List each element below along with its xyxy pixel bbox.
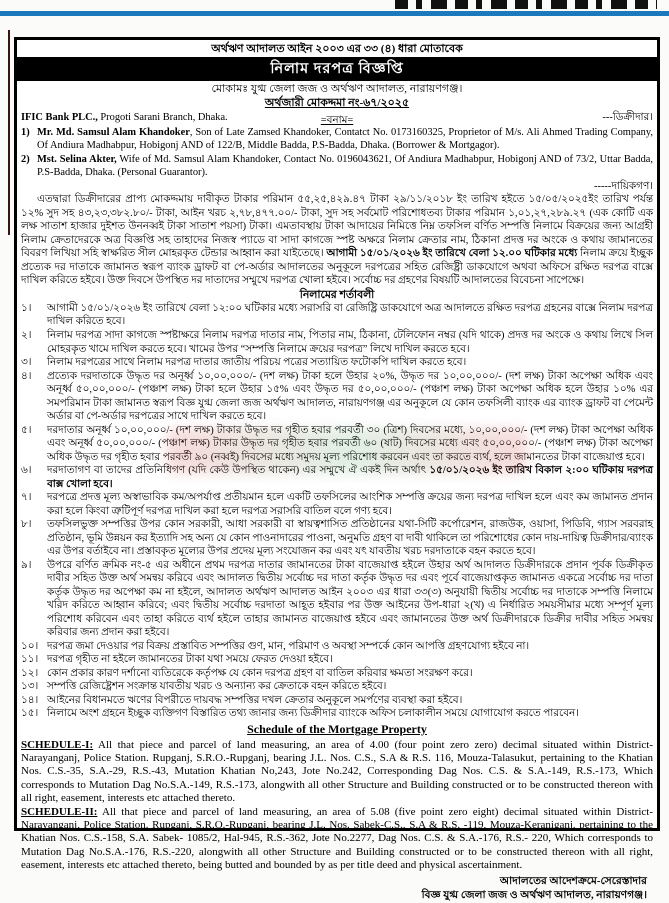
term-text: দরপত্র জমা দেওয়ার পর বিক্রয় প্রস্তাবিত সম্পত্তির গুণ, মান, পরিমাণ ও অবস্থা সম্পর্কে কোন আপত্তি গ্রহণযোগ্য হইবে না। xyxy=(47,640,530,652)
term-row-13 xyxy=(21,680,653,694)
schedule-heading: Schedule of the Mortgage Property xyxy=(247,721,427,736)
adjacent-column-edge xyxy=(8,30,10,235)
decree-holder-label: ---ডিক্রীদার। xyxy=(602,111,653,123)
term-number: ১৩। xyxy=(21,681,39,693)
bank-name: IFIC Bank PLC., xyxy=(21,111,98,123)
plaintiff-row xyxy=(17,111,657,126)
term-text: সম্পত্তি রেজিষ্ট্রেশন সংক্রান্ত যাবতীয় খরচ ও অন্যান্য কর ক্রেতাকে বহন করিতে হইবে। xyxy=(47,681,387,693)
term-row-4 xyxy=(21,370,653,424)
term-row-7 xyxy=(21,491,653,518)
term-number: ১। xyxy=(21,302,32,314)
term-number: ২। xyxy=(21,329,32,341)
term-row-2 xyxy=(21,329,653,356)
term-text: উপরে বর্ণিত ক্রমিক নং-৫ এর অধীনে প্রথম দরপত্র দাতার জামানতের টাকা বাজেয়াপ্ত হইলে উহার অর্থ আদালত ডিক্রীদারকে প্রদান পূর্বক ডিক্রীকৃত দাবীর সহিত উক্ত অর্থ সমন্বয় করিবে এবং আদালত দ্বিতীয় সর্বোচ্চ দর দাতা কর্তৃক উদ্ধৃত দর এবং পূর্বে বাজেয়াপ্তকৃত জামানত একত্রে সর্বোচ্চ দর দাতা কর্তৃক উদ্ধৃত দর অপেক্ষা কম না হইলে, আদালত অর্থঋণ আদালত আইন ২০০৩ এর ধারা ৩৩(৩) অনুযায়ী দ্বিতীয় সর্বোচ্চ দর দাতাকে সম্পত্তি নিলামে খরিদ করিতে আহ্বান করিবে; এবং দ্বিতীয় সর্বোচ্চ দরদাতা আহূত হইবার পর উক্ত আইনের উপ-ধারা ২(খ) এ নির্ধারিত সময়সীমার মধ্যে সম্পূর্ণ মূল্য পরিশোধ করিবেন এবং তাহা করিতে ব্যর্থ হইলে তাহার জামানত বাজেয়াপ্ত হইবে এবং জামানতের উক্ত অর্থ ডিক্রীদারকে ডিক্রীর দাবীর সহিত সমন্বয় করিবার জন্য প্রদান করা হইবে। xyxy=(47,559,653,639)
defendant-address: , Son of Late Zamsed Khandoker, Contatct No. 0173160325, Proprietor of M/s. Ali Ahmed Trading Company, Of Andiura Madhabpur, Hobigonj AND of 122/B, Middle Badda, P.S-Badda, Dhaka. (Borrower & Mortgagor). xyxy=(37,126,653,152)
notice-title-banner: নিলাম দরপত্র বিজ্ঞপ্তি xyxy=(17,59,657,81)
auction-notice-document xyxy=(14,37,660,901)
term-row-3 xyxy=(21,356,653,370)
defendant-details xyxy=(37,153,653,180)
defendant-details xyxy=(37,126,653,153)
term-text: দরপত্র গৃহীত না হইলে জামানতের টাকা যথা সময়ে ফেরত দেওয়া হইবে। xyxy=(47,654,333,666)
term-number: ৩। xyxy=(21,357,32,369)
signature-line-1: আদালতের আদেশক্রমে-সেরেস্তাদার xyxy=(499,875,647,887)
term-number: ৫। xyxy=(21,424,32,436)
court-location-line: মোকামঃ যুগ্ম জেলা জজ ও অর্থঋণ আদালত, নারায়ণগঞ্জ। xyxy=(211,83,463,96)
term-text: নিলাম দরপত্রের সাথে নিলাম দরপত্র দাতার জাতীয় পরিচয় পত্রের সত্যায়িত ফটোকপি দাখিল করতে হবে। xyxy=(47,357,467,369)
term-number: ৬। xyxy=(21,465,32,477)
term-text: আইনের বিধানমতে ঋণের বিপরীতে দায়বদ্ধ সম্পত্তির দখল ক্রেতার অনুকূলে সমর্পণের ব্যবস্থা করা হইবে। xyxy=(47,694,463,706)
defendant-address: Wife of Md. Samsul Alam Khandoker, Contact No. 0196043621, Of Andiura Madhabpur, Hobigonj AND of 73/2, Uttar Badda, P.S-Badda, Dhaka. (Personal Guarantor). xyxy=(37,153,653,179)
term-row-1 xyxy=(21,302,653,329)
intro-text: এতদ্বারা ডিক্রীদারের প্রাপ্য মোকদ্দমায় দাবীকৃত টাকার পরিমান ৫৫,২৫,৪২৯.৪৭ টাকা ২৯/১১/২০১৮ ইং তারিখ হইতে ১৫/০৫/২০২৫ইং তারিখ পর্যন্ত ১২% সুদ সহ ৪৩,২৩,৩৮২.৮০/- টাকা, আইন খরচ ২,৭৮,৪৭৭.০০/- টাকা, সুদ সহ সর্বমোট পরিশোধতব্য টাকার পরিমান ১,০১,২৭,২৮৯.২৭ (এক কোটি এক লক্ষ সাতাশ হাজার দুইশত উননব্বই টাকা সাতাশ পয়সা) টাকা। এমতাবস্থায় টাকা আদায়ের নিমিত্তে নিম্ন তফসিল বর্ণিত সম্পত্তি নিলামে বিক্রয়ের জন্য আগ্রহী নিলাম ক্রেতাদেরকে অত্র বিজ্ঞপ্তি সহ তাহাদের নিজস্ব প্যাডে বা সাদা কাগজে স্পষ্ট অক্ষরে নিলাম ক্রেতার নাম, ঠিকানা প্রদত্ত দর অংকে ও কথায় জামানতের বিবরণ লিখিয়া সহি স্বাক্ষরিত সীল মোহরকৃত টেন্ডার আহ্বান করা যাইতেছে। xyxy=(21,194,653,260)
term-row-9 xyxy=(21,559,653,640)
term-text: নিলাম দরপত্র সাদা কাগজে স্পষ্টাক্ষরে নিলাম দরপত্র দাতার নাম, পিতার নাম, ঠিকানা, টেলিফোন নম্বর (যদি থাকে) প্রদত্ত দর অংকে ও কথায় লিখে সিল মোহরকৃত খামে দাখিল করতে হবে। খামের উপর “সম্পত্তি নিলামে ক্রয়ের দরপত্র” লিখে দাখিল করতে হবে। xyxy=(47,329,653,355)
term-number: ১৪। xyxy=(21,694,39,706)
defendant-number: 2) xyxy=(21,153,30,165)
term-number: ৮। xyxy=(21,519,32,531)
term-text: দরদাতাগণ বা তাদের প্রতিনিধিগণ (যদি কেউ উপস্থিত থাকেন) এর সম্মুখে ঐ একই দিন অর্থাৎ ১৫/০১/২০২৬ ইং তারিখ বিকাল ২:০০ ঘটিকায় দরপত্র বাক্স খোলা হবে। xyxy=(47,465,653,490)
term-number: ৭। xyxy=(21,492,32,504)
term-row-6 xyxy=(21,464,653,491)
masthead-divider-rule xyxy=(0,11,669,16)
term-row-12 xyxy=(21,667,653,681)
intro-auction-datetime: আগামী ১৫/০১/২০২৬ ইং তারিখে বেলা ১২.০০ ঘটিকার মধ্যে xyxy=(326,248,578,260)
term-number: ১৫। xyxy=(21,708,39,720)
term-text: দরদাতার অনূর্ধ্ব ১০,০০,০০০/- (দশ লক্ষ) টাকার উদ্ধৃত দর গৃহীত হবার পরবর্তী ৩০ (ত্রিশ) দিবসের মধ্যে, ১০,০০,০০০/- (দশ লক্ষ) টাকা অপেক্ষা অধিক এবং অনূর্ধ্ব ৫০,০০,০০০/- (পঞ্চাশ লক্ষ) টাকার উদ্ধৃত দর গৃহীত হবার পরবর্তী ৬০ (ষাট) দিবসের মধ্যে এবং ৫০,০০,০০০/- (পঞ্চাশ লক্ষ) টাকা অপেক্ষা অধিক উদ্ধৃত দর গৃহীত হবার পরবর্তী ৯০ (নব্বই) দিবসের মধ্যে সমুদয় মূল্য পরিশোধ করবেন এবং তা করতে ব্যর্থ, হলে জামানতের টাকা বাজেয়াপ্ত হবে। xyxy=(47,424,653,463)
term-text: আগামী ১৫/০১/২০২৬ ইং তারিখে বেলা ১২:০০ ঘটিকার মধ্যে সরাসরি বা রেজিষ্ট্রি ডাকযোগে অত্র আদালতে রক্ষিত দরপত্র গ্রহনের বাক্সে নিলাম দরপত্র দাখিল করিতে হবে। xyxy=(47,302,653,328)
schedule-1-text: All that piece and parcel of land measuring, an area of 4.00 (four point zero zero) decimal situated within District-Narayanganj, Police Station. Rupganj, S.R.O.-Rupganj, bearing J.L. Nos. C.S., S.A & R.S. 116, Mouza-Talasukut, pertaining to the Khatian Nos. C.S.-35, S.A.-29, R.S.-43, Mutation Khatian No,243, Jote No.242, Corresponding Dag Nos. C.S. & S.A.-149, R.S.-173, Which corresponds to Mutation Dag No.S.A.-149, R.S.-173, alongwith all other Structure and Building constructed or to be constructed thereon with all right, easement, interests etc attached thereto. xyxy=(21,738,653,805)
term-row-10 xyxy=(21,640,653,654)
defendant-row-1 xyxy=(17,126,657,153)
schedule-1-label: SCHEDULE-I: xyxy=(21,738,94,751)
bank-branch: Progoti Sarani Branch, Dhaka. xyxy=(97,111,228,123)
schedule-2-text: All that piece and parcel of land measuring, an area of 5.08 (five point zero eight) decimal situated within District-Narayanganj, Police Station. Rupganj, S.R.O.-Rupganj, bearing J.L. Nos. Sabek-C.S., S.A & R.S. -119, Mouza-Keraniganj, pertaining to the Khatian Nos. C.S.-158, S.A. Sabek- 1085/2, Hal-945, R.S.-362, Jote No.2277, Dag Nos. C.S. & S.A.-176, R.S.- 220, Which corresponds to Mutation Dag No.S.A.-176, R.S.-220, alongwith all other Structure and Building constructed or to be constructed thereon with all right, easement, interests etc attached thereto, being butted and bounded by as per title deed and physical ascertainment. xyxy=(21,805,653,872)
term-number: ১২। xyxy=(21,667,39,679)
schedule-2 xyxy=(17,806,657,873)
term-number: ১১। xyxy=(21,654,39,666)
defendant-name: Mr. Md. Samsul Alam Khandoker xyxy=(37,126,190,138)
term-text: তফসিলভুক্ত সম্পত্তির উপর কোন সরকারী, আধা সরকারী বা স্বায়ত্বশাসিত প্রতিষ্ঠানের যথা-সিটি কর্পোরেশন, রাজউক, ওয়াসা, পিডিবি, গ্যাস সরবরাহ প্রতিষ্ঠান, ভূমি উন্নয়ন কর ইত্যাদি সহ অন্য যে কোন পাওনাদারের পাওনা, অনুমতি গ্রহণ বা দাবী থাকিলে তা পরিশোধের কোন দায়-দায়িত্ব ডিক্রীদার/ব্যাংক এর উপর বর্তাইবে না। প্রস্তাবকৃত মূল্যের উপর প্রদেয় মূল্য সংযোজন কর এবং যৎ যাবতীয় খরচ দরদাতাকে বহন করতে হবে। xyxy=(47,519,653,558)
term-text: দরপত্রে প্রদত্ত মূল্য অস্বাভাবিক কম/অপর্যাপ্ত প্রতীয়মান হলে একটি তফসিলের আংশিক সম্পত্তি ক্রয়ের জন্য দরপত্র দাখিল হলে এবং কম জামানত প্রদান করা হলে কিংবা ত্রুটিপূর্ণ দরপত্র দাখিল করা হলে দরপত্র সরাসরি বাতিল বলে গণ্য হবে। xyxy=(47,492,653,517)
term-row-11 xyxy=(21,653,653,667)
versus-label: =বনাম= xyxy=(320,114,354,126)
signature-line-2: বিজ্ঞ যুগ্ম জেলা জজ ও অর্থঋণ আদালত, নারায়ণগঞ্জ। xyxy=(421,889,647,901)
intro-text-continued: নিলাম ক্রয়ে ইচ্ছুক প্রত্যেক দর দাতাকে জামানত স্বরূপ ব্যাংক ড্রাফট বা পে-অর্ডার আদালতের অনুকূলে দরপত্রের সহিত রেজিষ্ট্রী ডাকযোগে অথবা অফিসে রক্ষিত দরপত্র বাক্সে দাখিল করিতে হইবে। উক্ত দিবসে উপস্থিত দর দাতাদের সম্মুখে দরপত্র খোলা হইবে। সর্বোচ্চ দর গ্রহণের বিষয়টি আদালতের বিবেচনা সাপেক্ষে। xyxy=(21,248,653,287)
term-row-5 xyxy=(21,424,653,465)
terms-list xyxy=(17,302,657,721)
term-text: কোন প্রকার কারণ দর্শানো ব্যতিরেকে কর্তৃপক্ষ যে কোন দরপত্র গ্রহণ বা বাতিল করিবার ক্ষমতা সংরক্ষণ করে। xyxy=(47,667,473,679)
term-row-14 xyxy=(21,694,653,708)
defendant-row-2 xyxy=(17,153,657,180)
defendant-number: 1) xyxy=(21,126,30,138)
newspaper-masthead-cutoff xyxy=(395,0,657,9)
schedule-1 xyxy=(17,739,657,806)
term-row-15 xyxy=(21,707,653,721)
term-number: ৯। xyxy=(21,559,32,571)
case-number-line: অর্থজারী মোকদ্দমা নং-৬৭/২০২৫ xyxy=(264,97,410,110)
intro-paragraph xyxy=(17,193,657,288)
act-reference-line: অর্থঋণ আদালত আইন ২০০৩ এর ৩৩ (৪) ধারা মোতাবেক xyxy=(17,40,657,59)
term-number: ৪। xyxy=(21,370,32,382)
schedule-2-label: SCHEDULE-II: xyxy=(21,805,98,818)
term-text: নিলামে অংশ গ্রহনে ইচ্ছুক ব্যক্তিগণ বিস্তারিত তথ্য জানার জন্য ডিক্রীদার ব্যাংকে অফিস চলাকালীন সময়ে যোগাযোগ করতে পারবেন। xyxy=(47,708,579,720)
terms-heading: নিলামের শর্তাবলী xyxy=(299,288,375,301)
signature-block xyxy=(17,873,657,903)
term-number: ১০। xyxy=(21,640,39,652)
term-row-8 xyxy=(21,518,653,559)
judgment-debtors-label: -----দায়িকগণ। xyxy=(594,180,653,192)
defendant-name: Mst. Selina Akter, xyxy=(37,153,117,165)
term-text: প্রত্যেক দরদাতাকে উদ্ধৃত দর অনূর্ধ্ব ১০,০০,০০০/- (দশ লক্ষ) টাকা হলে উহার ২০%, উদ্ধৃত দর ১০,০০,০০০/- (দশ লক্ষ) টাকা অপেক্ষা অধিক এবং অনূর্ধ্ব ৫০,০০,০০০/- (পঞ্চাশ লক্ষ) টাকা হলে উহার ১৫% এবং উদ্ধৃত দর ৫০,০০,০০০/- (পঞ্চাশ লক্ষ) টাকা অপেক্ষা অধিক হলে উহার ১০% এর সমপরিমান টাকা জামানত স্বরূপ বিজ্ঞ যুগ্ম জেলা জজ অর্থঋণ আদালত, নারায়ণগঞ্জ এর অনুকূলে যে কোন তফসিলী ব্যাংক এর ব্যাংক ড্রাফট বা পেমেন্ট অর্ডার বা পে-অর্ডার দরপত্রের সাথে দাখিল করতে হবে। xyxy=(47,370,653,423)
